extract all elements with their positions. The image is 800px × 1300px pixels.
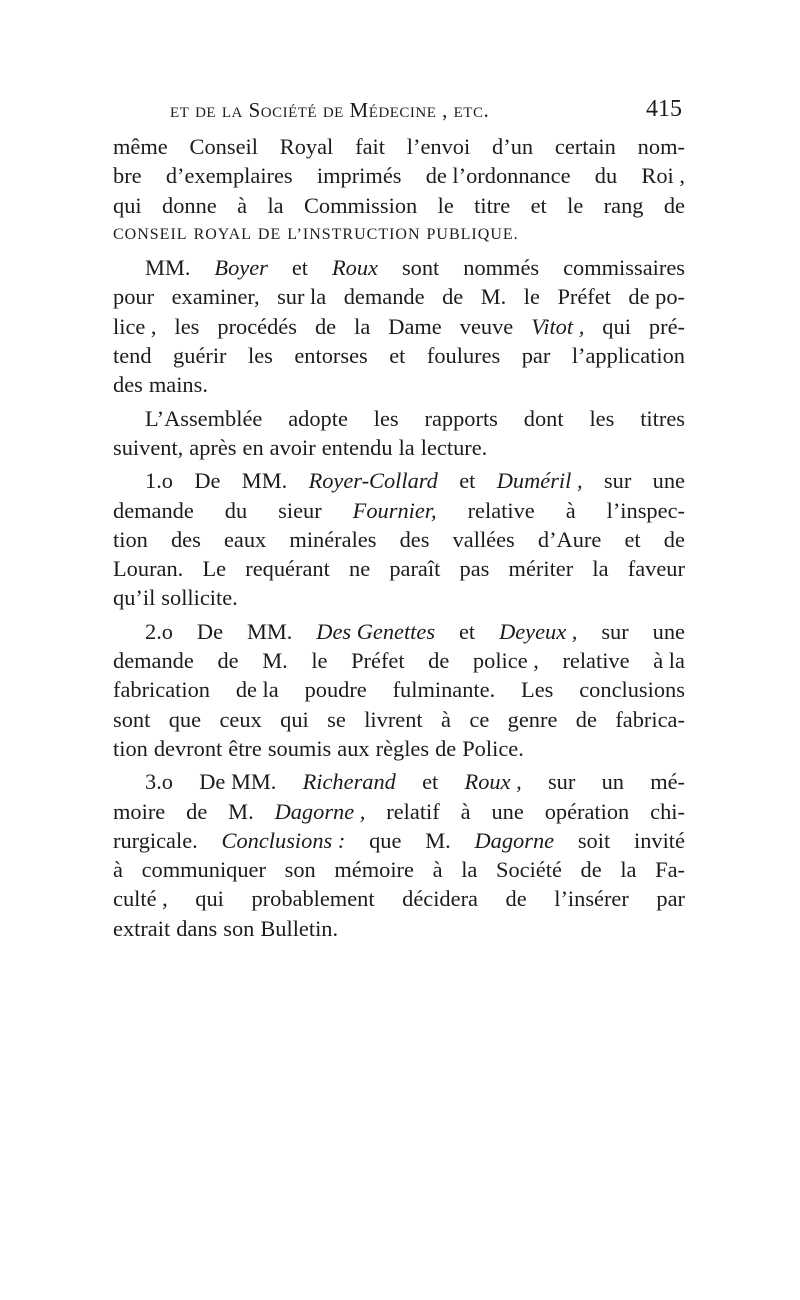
text-line bbox=[113, 253, 685, 282]
word: vallées bbox=[452, 526, 515, 552]
running-head-title: et de la Société de Médecine , etc. bbox=[170, 98, 490, 122]
text-line bbox=[113, 191, 685, 220]
word: titres bbox=[640, 405, 685, 431]
word: de bbox=[435, 735, 457, 761]
word: Fournier, bbox=[352, 497, 437, 523]
word: examiner, bbox=[171, 284, 260, 310]
word: PUBLIQUE. bbox=[426, 225, 519, 243]
word: requérant bbox=[245, 556, 330, 582]
word: sur bbox=[603, 468, 632, 494]
word: imprimés bbox=[316, 163, 402, 189]
word: Deyeux , bbox=[499, 618, 578, 644]
word: mé- bbox=[650, 769, 685, 795]
word: lice , bbox=[113, 313, 157, 339]
word: d’Aure bbox=[537, 526, 602, 552]
word: qui bbox=[602, 313, 631, 339]
word: mémoire bbox=[334, 857, 414, 883]
word: qui bbox=[195, 886, 224, 912]
word: de bbox=[442, 284, 464, 310]
word: 1.o bbox=[145, 468, 173, 494]
word: eaux bbox=[223, 526, 267, 552]
word: relative bbox=[562, 648, 630, 674]
word: les bbox=[589, 405, 615, 431]
word: Dagorne , bbox=[274, 798, 366, 824]
word: le bbox=[567, 192, 584, 218]
word: une bbox=[491, 798, 524, 824]
text-line bbox=[113, 675, 685, 704]
word: mériter bbox=[508, 556, 574, 582]
word: communiquer bbox=[141, 857, 266, 883]
word: poudre bbox=[304, 677, 367, 703]
text-line bbox=[113, 220, 685, 249]
word: MM. bbox=[145, 255, 191, 281]
text-line bbox=[113, 282, 685, 311]
word: Le bbox=[202, 556, 227, 582]
word: Richerand bbox=[302, 769, 396, 795]
word: à bbox=[432, 857, 443, 883]
word: de bbox=[314, 313, 337, 339]
word: MM. bbox=[241, 468, 288, 494]
word: être bbox=[228, 735, 262, 761]
word: aux bbox=[337, 735, 370, 761]
word: une bbox=[652, 468, 685, 494]
text-line bbox=[113, 312, 685, 341]
word: Fa- bbox=[655, 857, 685, 883]
word: fait bbox=[355, 134, 385, 159]
word: Préfet bbox=[351, 648, 405, 674]
word: même bbox=[113, 134, 168, 159]
word: Vitot , bbox=[531, 313, 585, 339]
word: et bbox=[530, 192, 547, 218]
word: une bbox=[652, 618, 685, 644]
word: que bbox=[369, 827, 402, 853]
word: Police. bbox=[462, 735, 524, 761]
word: sont bbox=[401, 255, 440, 281]
word: à bbox=[565, 497, 576, 523]
word: Roux , bbox=[464, 769, 522, 795]
text-line bbox=[113, 466, 685, 495]
word: Les bbox=[521, 677, 554, 703]
word: titre bbox=[474, 192, 511, 218]
word: un bbox=[601, 769, 624, 795]
word: rurgicale. bbox=[113, 827, 198, 853]
word: veuve bbox=[459, 313, 514, 339]
word: culté , bbox=[113, 886, 168, 912]
word: qui bbox=[280, 706, 309, 732]
word: paraît bbox=[389, 556, 441, 582]
word: genre bbox=[507, 706, 558, 732]
word: suivent, bbox=[113, 434, 184, 460]
word: Société bbox=[496, 857, 562, 883]
word: par bbox=[656, 886, 685, 912]
word: de bbox=[186, 798, 208, 824]
paragraph bbox=[113, 767, 685, 943]
word: sollicite. bbox=[161, 585, 238, 611]
word: de la bbox=[235, 677, 279, 703]
word: le bbox=[311, 648, 328, 674]
word: soumis bbox=[267, 735, 332, 761]
word: procédés bbox=[217, 313, 297, 339]
word: l’insérer bbox=[554, 886, 629, 912]
text-line bbox=[113, 705, 685, 734]
word: ce bbox=[469, 706, 490, 732]
paragraph bbox=[113, 466, 685, 612]
word: de po- bbox=[628, 284, 685, 310]
word: 2.o bbox=[145, 618, 173, 644]
word: son bbox=[223, 915, 255, 941]
word: de bbox=[217, 648, 239, 674]
word: à bbox=[237, 192, 248, 218]
word: sont bbox=[113, 706, 151, 732]
word: M. bbox=[425, 827, 451, 853]
word: à la bbox=[653, 648, 685, 674]
word: Roux bbox=[331, 255, 378, 281]
word: Royal bbox=[279, 134, 334, 159]
text-line bbox=[113, 583, 685, 612]
word: MM. bbox=[246, 618, 293, 644]
word: dans bbox=[176, 915, 218, 941]
word: probablement bbox=[251, 886, 375, 912]
word: sur la bbox=[277, 284, 327, 310]
word: ROYAL bbox=[193, 225, 252, 243]
word: Conseil bbox=[189, 134, 258, 159]
word: Conclusions : bbox=[221, 827, 346, 853]
word: décidera bbox=[402, 886, 478, 912]
word: Dame bbox=[388, 313, 442, 339]
text-line bbox=[113, 496, 685, 525]
word: par bbox=[521, 343, 551, 369]
word: 3.o bbox=[145, 769, 173, 795]
word: invité bbox=[633, 827, 685, 853]
word: et bbox=[459, 468, 476, 494]
word: de bbox=[663, 526, 685, 552]
text-line bbox=[113, 341, 685, 370]
word: de bbox=[580, 857, 602, 883]
word: à bbox=[460, 798, 471, 824]
word: fabrica- bbox=[615, 706, 685, 732]
text-line bbox=[113, 767, 685, 796]
word: rang bbox=[603, 192, 644, 218]
word: donne bbox=[162, 192, 217, 218]
word: minérales bbox=[289, 526, 377, 552]
word: dont bbox=[523, 405, 564, 431]
word: la bbox=[354, 313, 371, 339]
word: conclusions bbox=[579, 677, 685, 703]
text-line bbox=[113, 797, 685, 826]
running-head bbox=[170, 96, 682, 132]
text-line bbox=[113, 433, 685, 462]
word: le bbox=[437, 192, 454, 218]
word: tend bbox=[113, 343, 152, 369]
text-line bbox=[113, 132, 685, 161]
word: adopte bbox=[288, 405, 348, 431]
word: de bbox=[505, 886, 527, 912]
word: Préfet bbox=[557, 284, 611, 310]
word: Bulletin. bbox=[260, 915, 339, 941]
word: L’INSTRUCTION bbox=[287, 225, 421, 243]
word: tion bbox=[113, 735, 148, 761]
word: nom- bbox=[637, 134, 685, 159]
word: Louran. bbox=[113, 556, 184, 582]
word: entendu bbox=[321, 434, 393, 460]
word: L’Assemblée bbox=[145, 405, 263, 431]
word: entorses bbox=[294, 343, 368, 369]
word: pour bbox=[113, 284, 155, 310]
word: son bbox=[284, 857, 316, 883]
word: Dagorne bbox=[474, 827, 555, 853]
word: devront bbox=[153, 735, 223, 761]
word: moire bbox=[113, 798, 166, 824]
word: De MM. bbox=[199, 769, 277, 795]
word: de bbox=[428, 648, 450, 674]
word: pas bbox=[459, 556, 490, 582]
word: ceux bbox=[219, 706, 262, 732]
word: après bbox=[189, 434, 237, 460]
word: avoir bbox=[269, 434, 316, 460]
text-line bbox=[113, 646, 685, 675]
word: la bbox=[461, 857, 478, 883]
word: Royer-Collard bbox=[308, 468, 438, 494]
word: des bbox=[399, 526, 430, 552]
word: que bbox=[168, 706, 202, 732]
word: demande bbox=[343, 284, 425, 310]
word: la bbox=[592, 556, 609, 582]
word: sieur bbox=[278, 497, 322, 523]
word: police , bbox=[472, 648, 539, 674]
word: en bbox=[242, 434, 264, 460]
word: les bbox=[248, 343, 273, 369]
word: fabrication bbox=[113, 677, 210, 703]
word: l’application bbox=[571, 343, 685, 369]
word: De bbox=[196, 618, 224, 644]
text-line bbox=[113, 554, 685, 583]
paragraph bbox=[113, 132, 685, 249]
text-line bbox=[113, 370, 685, 399]
paragraph bbox=[113, 404, 685, 463]
text-line bbox=[113, 884, 685, 913]
text-line bbox=[113, 855, 685, 884]
word: règles bbox=[375, 735, 430, 761]
text-line bbox=[113, 826, 685, 855]
word: lecture. bbox=[420, 434, 488, 460]
text-line bbox=[113, 914, 685, 943]
word: Roi , bbox=[641, 163, 685, 189]
word: M. bbox=[480, 284, 507, 310]
word: guérir bbox=[173, 343, 227, 369]
word: qui bbox=[113, 192, 142, 218]
word: à bbox=[441, 706, 451, 732]
text-line bbox=[113, 734, 685, 763]
word: relatif bbox=[386, 798, 440, 824]
text-line bbox=[113, 617, 685, 646]
word: l’envoi bbox=[406, 134, 471, 159]
word: et bbox=[458, 618, 476, 644]
word: de l’ordonnance bbox=[425, 163, 571, 189]
word: Des Genettes bbox=[316, 618, 436, 644]
word: demande bbox=[113, 648, 194, 674]
word: extrait bbox=[113, 915, 171, 941]
word: du bbox=[224, 497, 248, 523]
word: des bbox=[170, 526, 201, 552]
word: commissaires bbox=[563, 255, 685, 281]
word: M. bbox=[262, 648, 288, 674]
word: M. bbox=[228, 798, 254, 824]
word: Commission bbox=[303, 192, 418, 218]
word: le bbox=[523, 284, 540, 310]
word: et bbox=[422, 769, 439, 795]
word: la bbox=[398, 434, 415, 460]
word: ne bbox=[349, 556, 371, 582]
text-line bbox=[113, 404, 685, 433]
paragraph bbox=[113, 253, 685, 399]
word: sur bbox=[601, 618, 629, 644]
word: De bbox=[194, 468, 221, 494]
word: relative bbox=[467, 497, 535, 523]
word: les bbox=[174, 313, 200, 339]
word: et bbox=[389, 343, 406, 369]
word: chi- bbox=[650, 798, 685, 824]
word: nommés bbox=[463, 255, 540, 281]
paragraph bbox=[113, 617, 685, 763]
word: d’exemplaires bbox=[165, 163, 293, 189]
word: opération bbox=[544, 798, 630, 824]
word: d’un bbox=[492, 134, 534, 159]
word: Duméril , bbox=[496, 468, 583, 494]
body-text bbox=[113, 132, 685, 943]
word: la bbox=[620, 857, 637, 883]
word: sur bbox=[547, 769, 576, 795]
word: l’inspec- bbox=[606, 497, 685, 523]
word: et bbox=[291, 255, 308, 281]
word: se bbox=[327, 706, 346, 732]
word: mains. bbox=[148, 372, 208, 398]
word: tion bbox=[113, 526, 148, 552]
word: livrent bbox=[364, 706, 423, 732]
word: DE bbox=[257, 225, 282, 243]
word: du bbox=[594, 163, 618, 189]
word: la bbox=[267, 192, 284, 218]
word: et bbox=[624, 526, 641, 552]
text-line bbox=[113, 161, 685, 190]
word: de bbox=[575, 706, 597, 732]
word: demande bbox=[113, 497, 194, 523]
word: faveur bbox=[627, 556, 685, 582]
word: rapports bbox=[424, 405, 498, 431]
word: certain bbox=[554, 134, 616, 159]
word: des bbox=[113, 372, 143, 398]
word: les bbox=[373, 405, 399, 431]
word: foulures bbox=[426, 343, 501, 369]
word: Boyer bbox=[214, 255, 268, 281]
word: fulminante. bbox=[392, 677, 496, 703]
text-line bbox=[113, 525, 685, 554]
word: qu’il bbox=[113, 585, 156, 611]
word: soit bbox=[577, 827, 611, 853]
word: bre bbox=[113, 163, 142, 189]
word: pré- bbox=[648, 313, 685, 339]
word: de bbox=[663, 192, 685, 218]
page-number: 415 bbox=[646, 96, 682, 122]
word: à bbox=[113, 857, 123, 883]
word: CONSEIL bbox=[113, 225, 188, 243]
